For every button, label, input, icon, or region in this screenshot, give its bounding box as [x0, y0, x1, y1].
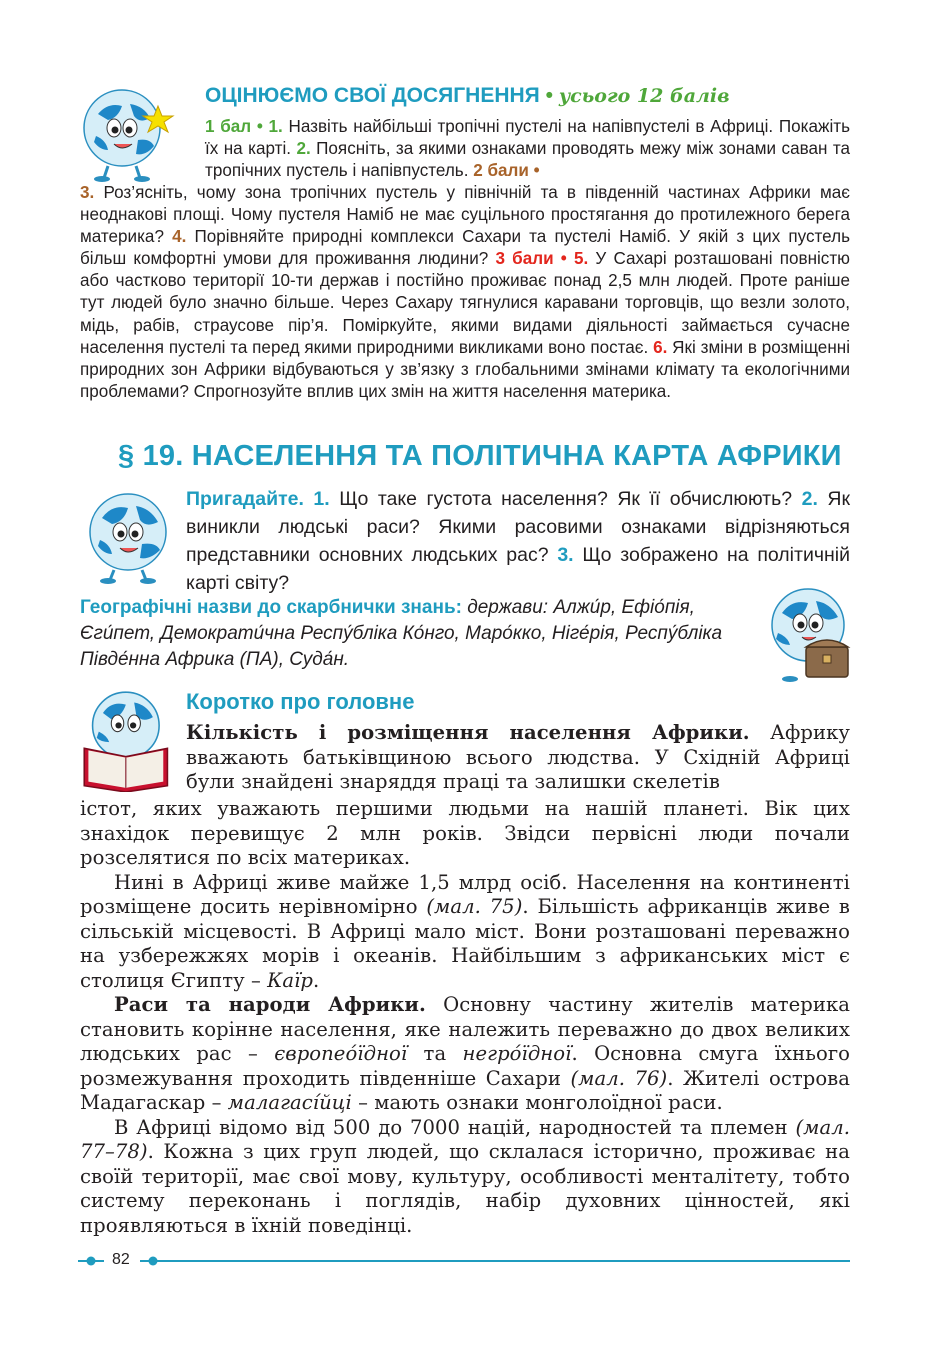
text-run: 2 бали •	[473, 161, 540, 181]
text-run: 1 бал • 1.	[205, 117, 283, 136]
text-run: Роз’ясніть, чому зона тропічних пустель у північній та в південній частинах Африки має неоднакові площі. Чому пустеля Наміб не має суцільного простягання до протилежного берега материка?	[80, 183, 850, 247]
summary-title: Коротко про головне	[186, 689, 415, 714]
text-run: Основну частину жителів материка становить корінне населення, яке належить переважно до двох великих людських рас –	[80, 993, 850, 1065]
globe-mascot-book-icon	[78, 688, 182, 792]
text-run: (мал. 77–78)	[80, 1115, 850, 1163]
text-run: Поясніть, за якими ознаками проводять межу між зонами саван та тропічних пустель і напівпустель.	[205, 139, 850, 181]
text-run: Нині в Африці живе майже 1,5 млрд осіб. Населення на континенті розміщене досить нерівномірно	[80, 870, 850, 918]
text-run: .	[313, 968, 320, 992]
text-run: . Жителі острова Мадагаскар –	[80, 1066, 850, 1114]
text-run: Африку вважають батьківщиною всього людства. У Східній Африці були знайдені знаряддя праці та залишки скелетів	[186, 721, 850, 793]
text-run: Назвіть найбільші тропічні пустелі на напівпустелі в Африці. Покажіть їх на карті.	[205, 117, 850, 159]
text-run: – мають ознаки монголоїдної раси.	[351, 1091, 723, 1114]
text-run: (мал. 76)	[570, 1066, 668, 1090]
summary-body	[80, 797, 850, 1238]
geo-names-block	[80, 595, 748, 673]
summary-intro	[186, 721, 850, 795]
assessment-title-text: ОЦІНЮЄМО СВОЇ ДОСЯГНЕННЯ	[205, 84, 540, 107]
text-run: Пригадайте. 1.	[186, 488, 330, 510]
text-run: європео́їдної	[274, 1042, 408, 1065]
summary-paragraph	[80, 871, 850, 994]
text-run	[567, 249, 574, 268]
section-title: § 19. НАСЕЛЕННЯ ТА ПОЛІТИЧНА КАРТА АФРИКИ	[118, 440, 842, 472]
recall-questions	[186, 485, 850, 597]
text-run: У Сахарі розташовані повністю або частково території 10-ти держав і постійно проживає понад 2,5 млн людей. Проте раніше тут людей було значно більше. Через Сахару тягнулися каравани торговців, що везли золото, мідь, рабів, страусове пір’я. Поміркуйте, якими видами діяльності займається сучасне населення пустелі та перед якими природними викликами воно постає.	[80, 249, 850, 357]
text-run: Раси та народи Африки.	[114, 993, 426, 1016]
text-run: та	[407, 1042, 463, 1065]
assessment-paragraph-2	[80, 182, 850, 403]
text-run: 5.	[573, 249, 589, 269]
page-number: 82	[112, 1251, 130, 1268]
text-run: 6.	[653, 337, 668, 357]
text-run: 3.	[557, 544, 574, 566]
text-run: 2.	[296, 139, 311, 159]
text-run: . Кожна з цих груп людей, що склалася історично, проживає на своїй території, має свої мову, культуру, особливості менталітету, тобто систему переконань і поглядів, набір духовних цінностей, які проявляються в їхній поведінці.	[80, 1140, 850, 1237]
text-run: Каїр	[267, 968, 314, 992]
summary-paragraph	[80, 797, 850, 871]
assessment-subtitle: усього 12 балів	[558, 85, 730, 107]
geo-names-text: держави: Алжи́р, Ефіо́пія, Єги́пет, Демократи́чна Респу́бліка Ко́нго, Маро́кко, Ніге́рія, Респу́бліка Півде́нна Африка (ПА), Суда́н.	[80, 597, 723, 670]
page-bullet-left-icon	[78, 1256, 104, 1266]
title-separator: •	[545, 84, 553, 107]
text-run: (мал. 75)	[426, 895, 523, 918]
text-run: 3 бали •	[495, 249, 567, 269]
text-run: Кількість і розміщення населення Африки.	[186, 721, 750, 744]
page-bullet-right-icon	[140, 1256, 166, 1266]
text-run: Як виникли людські раси? Якими расовими ознаками відрізняються представники основних людських рас?	[186, 488, 850, 566]
summary-paragraph	[80, 993, 850, 1116]
text-run: . Основна смуга їхнього розмежування проходить південніше Сахари	[80, 1042, 850, 1090]
text-run: Що зображено на політичній карті світу?	[186, 544, 850, 594]
assessment-paragraph-1	[205, 116, 850, 182]
summary-paragraph	[80, 1116, 850, 1239]
globe-mascot-treasure-chest-icon	[760, 585, 860, 685]
text-run: негро́їдної	[462, 1042, 572, 1065]
text-run: 3.	[80, 183, 95, 202]
globe-mascot-star-icon	[78, 84, 178, 184]
text-run: Які зміни в розміщенні природних зон Африки відбуваються у зв’язку з глобальними змінами клімату та екологічними проблемами? Спрогнозуйте вплив цих змін на життя населення материка.	[80, 337, 850, 401]
text-run: . Більшість африканців живе в сільській місцевості. В Африці мало міст. Вони розташовані переважно на узбережжях морів і океанів. Найбільшим з африканських міст є столиця Єгипту –	[80, 895, 851, 992]
globe-mascot-icon	[80, 486, 180, 586]
geo-names-label: Географічні назви до скарбнички знань:	[80, 597, 462, 618]
footer-rule	[165, 1260, 850, 1262]
text-run: 4.	[172, 227, 187, 247]
text-run: малагасі́йці	[227, 1091, 352, 1114]
text-run: істот, яких уважають першими людьми на нашій планеті. Вік цих знахідок перевищує 2 млн років. Звідси первісні люди почали розселятися по всіх материках.	[80, 797, 850, 869]
text-run: В Африці відомо від 500 до 7000 націй, народностей та племен	[114, 1115, 796, 1139]
text-run: Порівняйте природні комплекси Сахари та пустелі Наміб. У якій з цих пустель більш комфортні умови для проживання людини?	[80, 227, 850, 269]
text-run: Що таке густота населення? Як її обчислюють?	[329, 488, 802, 510]
assessment-title	[205, 84, 730, 108]
text-run: 2.	[801, 488, 818, 510]
